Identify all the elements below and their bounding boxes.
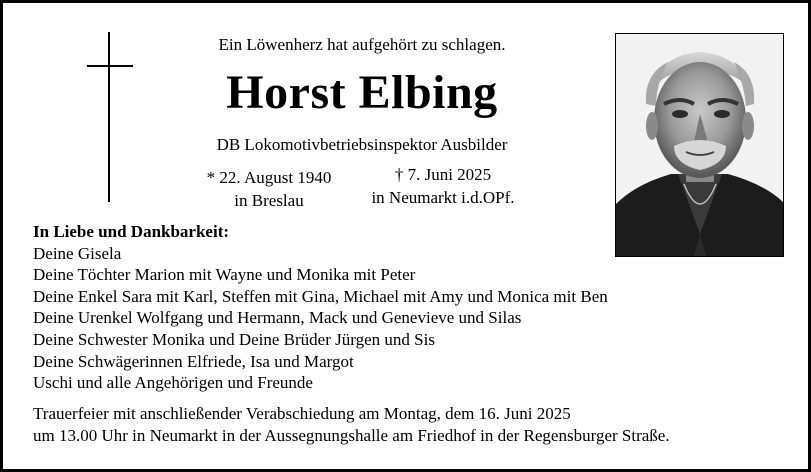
service-line: Trauerfeier mit anschließender Verabschiedung am Montag, dem 16. Juni 2025 [33,404,571,423]
birth-info [189,166,349,212]
mourner-line: Uschi und alle Angehörigen und Freunde [33,373,313,393]
death-date: † 7. Juni 2025 [394,165,492,184]
mourners-list [33,221,608,394]
mourner-line: Deine Urenkel Wolfgang und Hermann, Mack und Genevieve und Silas [33,308,522,328]
death-info [355,163,531,209]
mourner-line: Deine Schwester Monika und Deine Brüder Jürgen und Sis [33,329,435,349]
portrait-photo [615,33,784,257]
deceased-profession: DB Lokomotivbetriebsinspektor Ausbilder [216,135,508,154]
death-place: in Neumarkt i.d.OPf. [371,188,515,207]
motto-text: Ein Löwenherz hat aufgehört zu schlagen. [218,35,506,54]
birth-place: in Breslau [234,191,304,210]
mourner-line: Deine Schwägerinnen Elfriede, Isa und Margot [33,351,354,371]
funeral-service-info [33,403,670,447]
mourner-line: Deine Gisela [33,243,122,263]
birth-date: * 22. August 1940 [206,168,332,187]
mourner-line: Deine Enkel Sara mit Karl, Steffen mit Gina, Michael mit Amy und Monica mit Ben [33,286,608,306]
mourner-line: Deine Töchter Marion mit Wayne und Monika mit Peter [33,265,416,285]
deceased-name: Horst Elbing [226,66,498,119]
mourners-heading: In Liebe und Dankbarkeit: [33,222,230,241]
service-line: um 13.00 Uhr in Neumarkt in der Aussegnungshalle am Friedhof in der Regensburger Straße. [33,426,670,445]
